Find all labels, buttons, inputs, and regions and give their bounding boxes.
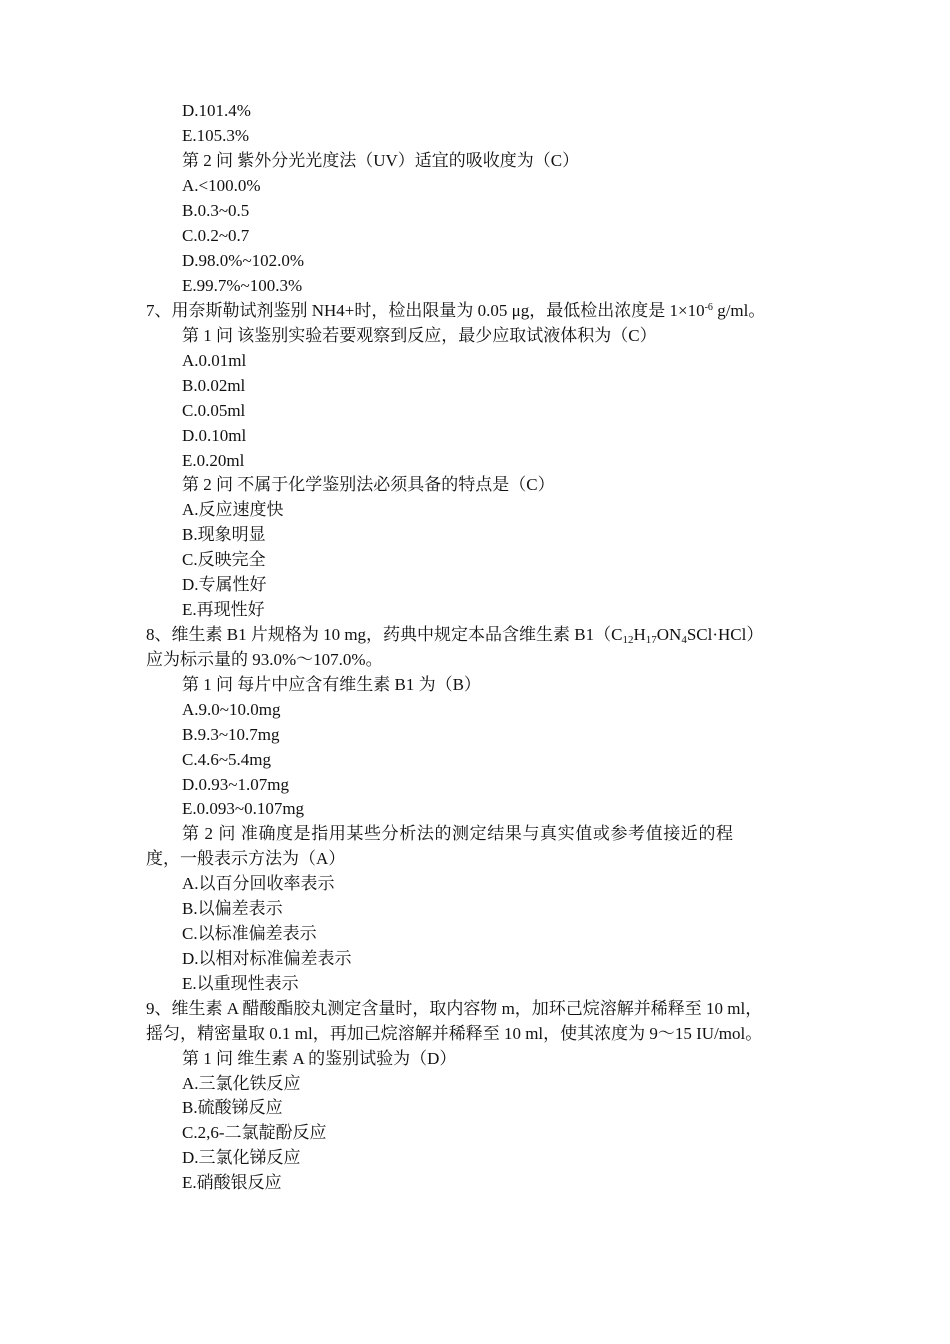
option-line: E.再现性好 xyxy=(182,600,265,619)
option-line: D.101.4% xyxy=(182,101,251,120)
option-line: D.0.93~1.07mg xyxy=(182,775,289,794)
question-stem-continuation: 摇匀，精密量取 0.1 ml，再加己烷溶解并稀释至 10 ml，使其浓度为 9～15 IU/mol。 xyxy=(146,1024,763,1043)
option-line: A.反应速度快 xyxy=(182,500,284,519)
sub-question-stem: 第 1 问 该鉴别实验若要观察到反应，最少应取试液体积为（C） xyxy=(182,326,657,345)
sub-question-stem: 第 2 问 紫外分光光度法（UV）适宜的吸收度为（C） xyxy=(182,151,580,170)
question-stem-7 xyxy=(146,301,765,321)
stem-text: 7、用奈斯勒试剂鉴别 NH4+时，检出限量为 0.05 μg，最低检出浓度是 1×10 xyxy=(146,301,705,320)
sub-question-stem: 第 1 问 维生素 A 的鉴别试验为（D） xyxy=(182,1049,457,1068)
option-line: C.2,6-二氯靛酚反应 xyxy=(182,1123,327,1142)
subscript: 17 xyxy=(645,634,657,646)
option-line: B.0.3~0.5 xyxy=(182,201,250,220)
option-line: B.硫酸锑反应 xyxy=(182,1098,283,1117)
stem-text: SCl·HCl） xyxy=(686,625,764,644)
option-line: A.<100.0% xyxy=(182,176,261,195)
option-line: D.三氯化锑反应 xyxy=(182,1148,301,1167)
option-line: C.反映完全 xyxy=(182,550,266,569)
option-line: C.以标准偏差表示 xyxy=(182,924,317,943)
stem-text: g/ml。 xyxy=(712,301,766,320)
sub-question-stem: 第 2 问 准确度是指用某些分析法的测定结果与真实值或参考值接近的程 xyxy=(182,824,734,843)
subscript: 4 xyxy=(681,634,687,646)
formula-part: ON xyxy=(656,625,682,644)
option-line: E.硝酸银反应 xyxy=(182,1173,282,1192)
option-line: B.以偏差表示 xyxy=(182,899,283,918)
exponent: -6 xyxy=(704,302,713,313)
option-line: B.现象明显 xyxy=(182,525,266,544)
question-stem-continuation: 应为标示量的 93.0%～107.0%。 xyxy=(146,650,383,669)
option-line: B.9.3~10.7mg xyxy=(182,725,280,744)
sub-question-stem: 第 2 问 不属于化学鉴别法必须具备的特点是（C） xyxy=(182,475,555,494)
option-line: D.以相对标准偏差表示 xyxy=(182,949,352,968)
option-line: A.9.0~10.0mg xyxy=(182,700,281,719)
option-line: E.0.20ml xyxy=(182,451,245,470)
question-stem-8 xyxy=(146,625,763,645)
option-line: C.0.2~0.7 xyxy=(182,226,250,245)
option-line: A.以百分回收率表示 xyxy=(182,874,335,893)
option-line: B.0.02ml xyxy=(182,376,246,395)
option-line: E.以重现性表示 xyxy=(182,974,299,993)
option-line: E.0.093~0.107mg xyxy=(182,799,305,818)
option-line: C.4.6~5.4mg xyxy=(182,750,272,769)
option-line: E.105.3% xyxy=(182,126,250,145)
sub-question-stem-continuation: 度，一般表示方法为（A） xyxy=(146,849,346,868)
option-line: D.98.0%~102.0% xyxy=(182,251,305,270)
option-line: A.0.01ml xyxy=(182,351,247,370)
option-line: E.99.7%~100.3% xyxy=(182,276,303,295)
option-line: C.0.05ml xyxy=(182,401,246,420)
subscript: 12 xyxy=(622,634,634,646)
option-line: D.0.10ml xyxy=(182,426,247,445)
sub-question-stem: 第 1 问 每片中应含有维生素 B1 为（B） xyxy=(182,675,481,694)
option-line: A.三氯化铁反应 xyxy=(182,1074,301,1093)
question-stem-9: 9、维生素 A 醋酸酯胶丸测定含量时，取内容物 m，加环己烷溶解并稀释至 10 ml， xyxy=(146,999,763,1018)
formula-part: H xyxy=(633,625,646,644)
stem-text: 8、维生素 B1 片规格为 10 mg，药典中规定本品含维生素 B1（C xyxy=(146,625,623,644)
option-line: D.专属性好 xyxy=(182,575,267,594)
